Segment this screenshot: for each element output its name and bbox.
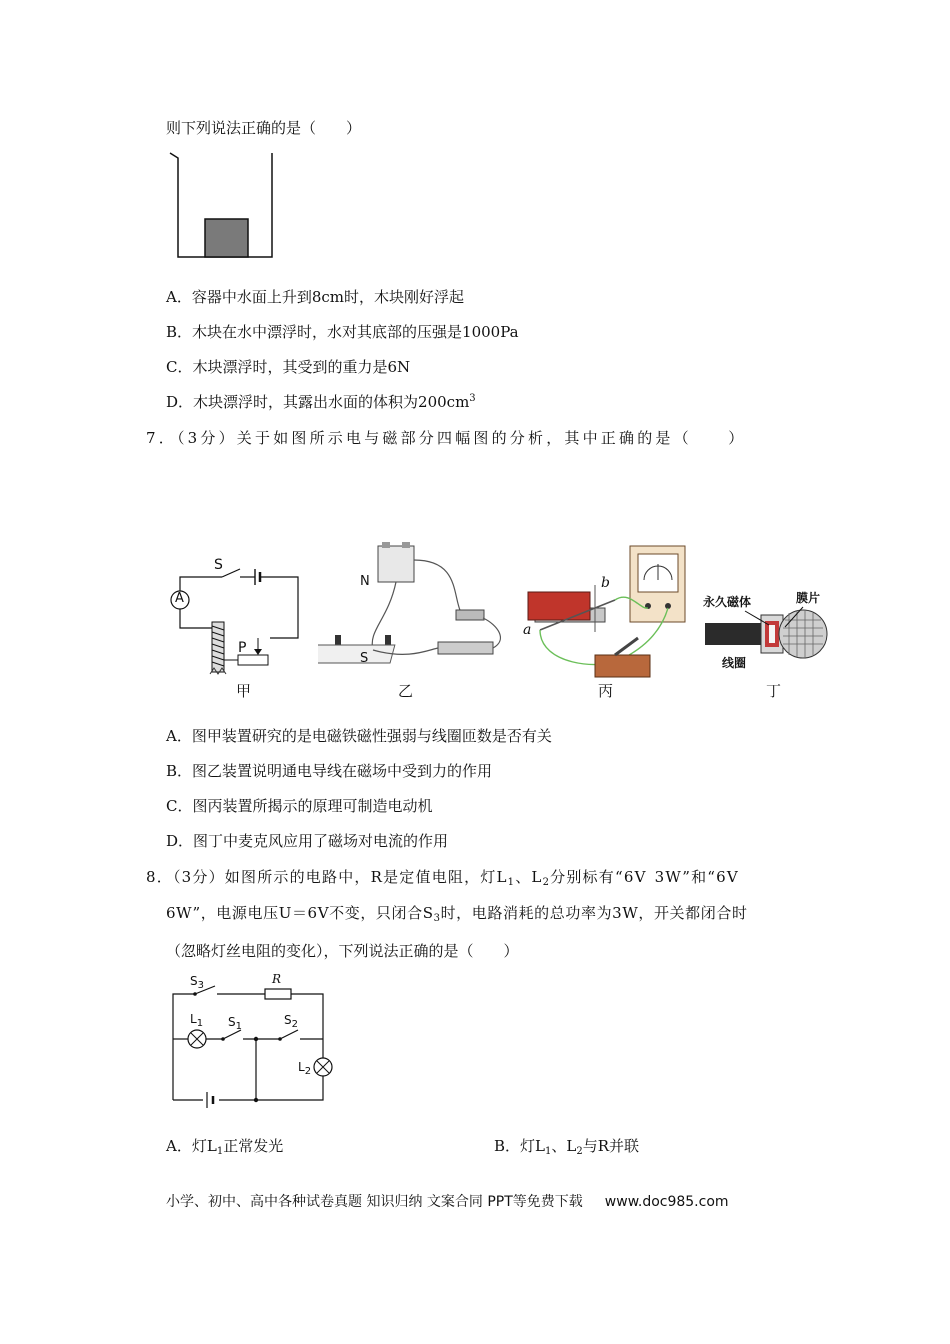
bing-wire-b-label: b — [601, 575, 610, 591]
q8-stem-line2: 6W”，电源电压U＝6V不变，只闭合$S_3$时，电路消耗的总功率为3W，开关都闭合时 — [166, 904, 748, 924]
figure-bing-galvanometer — [520, 540, 695, 690]
q7-option-b[interactable]: B．图乙装置说明通电导线在磁场中受到力的作用 — [166, 762, 493, 780]
q7-option-a[interactable]: A．图甲装置研究的是电磁铁磁性强弱与线圈匝数是否有关 — [166, 727, 552, 745]
jia-switch-label: S — [214, 557, 223, 573]
q8-stem-line3: （忽略灯丝电阻的变化），下列说法正确的是（ ） — [166, 942, 519, 960]
circuit-r-label: R — [272, 972, 282, 986]
figure-jia-electromagnet — [160, 552, 310, 687]
q7-option-d[interactable]: D．图丁中麦克风应用了磁场对电流的作用 — [166, 832, 449, 850]
bing-wire-a-label: a — [523, 622, 532, 638]
q6-option-b[interactable]: B．木块在水中漂浮时，水对其底部的压强是1000Pa — [166, 323, 519, 341]
beaker-figure — [168, 150, 278, 262]
circuit-l2-label: $L_2$ — [298, 1060, 312, 1077]
q6-option-a[interactable]: A．容器中水面上升到8cm时，木块刚好浮起 — [166, 288, 465, 306]
caption-yi: 乙 — [398, 682, 414, 700]
q8-circuit-diagram — [165, 972, 335, 1117]
q6-option-c[interactable]: C．木块漂浮时，其受到的重力是6N — [166, 358, 411, 376]
ding-coil-label: 线圈 — [722, 656, 747, 670]
ding-permanent-magnet-label: 永久磁体 — [703, 595, 752, 609]
circuit-s1-label: $S_1$ — [228, 1015, 242, 1032]
q7-option-c[interactable]: C．图丙装置所揭示的原理可制造电动机 — [166, 797, 433, 815]
q6-option-d[interactable]: D．木块漂浮时，其露出水面的体积为$200cm^3$ — [166, 393, 476, 411]
q8-option-a[interactable]: A．灯$L_1$正常发光 — [166, 1137, 284, 1157]
caption-jia: 甲 — [236, 682, 252, 700]
caption-ding: 丁 — [766, 682, 782, 700]
circuit-s2-label: $S_2$ — [284, 1013, 298, 1030]
wood-block — [205, 219, 248, 257]
circuit-s3-top-label: $S_3$ — [190, 974, 204, 991]
figure-yi-motor-setup — [318, 540, 518, 690]
footer-url[interactable]: www.doc985.com — [604, 1194, 729, 1210]
jia-slider-label: P — [238, 640, 247, 656]
yi-south-label: S — [360, 651, 369, 666]
caption-bing: 丙 — [598, 682, 614, 700]
q7-stem: 7．（3分）关于如图所示电与磁部分四幅图的分析，其中正确的是（ ） — [146, 429, 747, 447]
circuit-l1-label: $L_1$ — [190, 1012, 204, 1029]
q6-stem-tail: 则下列说法正确的是（ ） — [166, 119, 362, 137]
ding-diaphragm-label: 膜片 — [796, 591, 821, 605]
page-footer — [166, 1191, 729, 1211]
q8-option-b[interactable]: B．灯$L_1$、$L_2$与R并联 — [494, 1137, 640, 1157]
footer-text: 小学、初中、高中各种试卷真题 知识归纳 文案合同 PPT等免费下载 — [166, 1194, 583, 1210]
yi-north-label: N — [360, 574, 370, 589]
jia-ammeter-label: A — [175, 591, 184, 606]
q8-stem-line1: 8．（3分）如图所示的电路中，R是定值电阻，灯$L_1$、$L_2$分别标有“6V 3W”和“6V — [146, 868, 739, 888]
